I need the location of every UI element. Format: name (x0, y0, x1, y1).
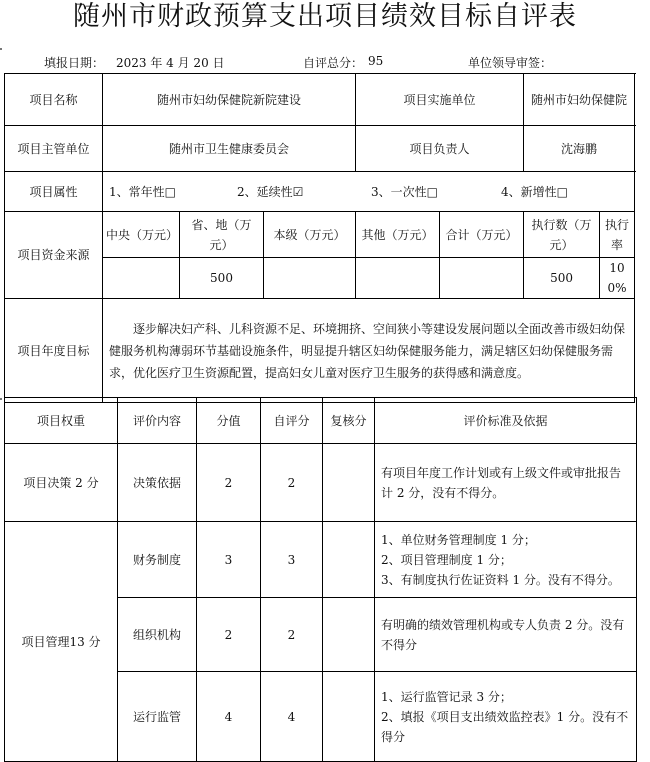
report-info-bar (0, 54, 650, 72)
funds-value-executed: 500 (524, 258, 600, 299)
content-cell: 决策依据 (118, 444, 197, 522)
score-cell: 4 (197, 672, 261, 762)
annual-goal-row (5, 299, 635, 403)
score-cell: 3 (197, 522, 261, 598)
implementing-unit-value: 随州市妇幼保健院 (524, 74, 635, 126)
project-info-table (4, 73, 635, 403)
attribute-option-continuing: 2、延续性☑ (237, 184, 304, 199)
self-score-cell: 3 (261, 522, 323, 598)
annual-goal-label: 项目年度目标 (5, 299, 103, 403)
table-row (5, 522, 637, 598)
leader-signoff-label: 单位领导审签： (468, 56, 553, 70)
project-name-label: 项目名称 (5, 74, 103, 126)
project-dept-row (5, 126, 635, 172)
standard-line: 2、项目管理制度 1 分； (381, 552, 512, 567)
funds-header-central: 中央（万元） (103, 212, 180, 258)
page-title: 随州市财政预算支出项目绩效目标自评表 (73, 1, 577, 32)
review-score-cell (323, 672, 375, 762)
content-cell: 运行监管 (118, 672, 197, 762)
standard-cell (375, 598, 637, 672)
funds-header-local: 本级（万元） (264, 212, 356, 258)
project-owner-label: 项目负责人 (356, 126, 524, 172)
project-attribute-label: 项目属性 (5, 172, 103, 212)
project-attribute-options (103, 172, 635, 212)
header-standard: 评价标准及依据 (375, 398, 637, 444)
attribute-option-new: 4、新增性□ (501, 184, 568, 199)
header-weight: 项目权重 (5, 398, 118, 444)
self-score-cell: 4 (261, 672, 323, 762)
attribute-option-one-time: 3、一次性□ (371, 184, 438, 199)
funds-header-other: 其他（万元） (356, 212, 440, 258)
funds-value-province: 500 (180, 258, 264, 299)
content-cell: 组织机构 (118, 598, 197, 672)
funds-source-label: 项目资金来源 (5, 212, 103, 299)
standard-line: 1、单位财务管理制度 1 分； (381, 532, 536, 547)
fill-date-label: 填报日期： (44, 56, 105, 70)
standard-line: 2、填报《项目支出绩效监控表》1 分。没有不得分 (381, 709, 629, 744)
header-self-score: 自评分 (261, 398, 323, 444)
standard-cell (375, 444, 637, 522)
margin-mark (0, 398, 2, 400)
funds-header-province: 省、地（万元） (180, 212, 264, 258)
funds-header-row (5, 212, 635, 258)
review-score-cell (323, 444, 375, 522)
weight-decision: 项目决策 2 分 (5, 444, 118, 522)
margin-mark (0, 48, 2, 50)
standard-cell (375, 672, 637, 762)
standard-line: 3、有制度执行佐证资料 1 分。没有不得分。 (381, 572, 620, 587)
funds-value-local (264, 258, 356, 299)
total-score-value: 95 (368, 54, 384, 68)
content-cell: 财务制度 (118, 522, 197, 598)
funds-value-rate: 100% (600, 258, 635, 299)
funds-header-executed: 执行数（万元） (524, 212, 600, 258)
annual-goal-text: 逐步解决妇产科、儿科资源不足、环境拥挤、空间狭小等建设发展问题以全面改善市级妇幼保健服务机构薄弱环节基础设施条件，明显提升辖区妇幼保健服务能力，满足辖区妇幼保健服务需求，优化医疗卫生资源配置，提高妇女儿童对医疗卫生服务的获得感和满意度。 (103, 299, 635, 403)
funds-value-total (440, 258, 524, 299)
weight-management: 项目管理13 分 (5, 522, 118, 762)
project-attribute-row (5, 172, 635, 212)
total-score-label: 自评总分： (303, 56, 364, 70)
standard-line: 有明确的绩效管理机构或专人负责 2 分。没有不得分 (381, 617, 625, 652)
score-cell: 2 (197, 598, 261, 672)
implementing-unit-label: 项目实施单位 (356, 74, 524, 126)
self-score-cell: 2 (261, 598, 323, 672)
funds-header-total: 合计（万元） (440, 212, 524, 258)
table-row (5, 444, 637, 522)
evaluation-table (4, 397, 637, 762)
header-review-score: 复核分 (323, 398, 375, 444)
evaluation-header-row (5, 398, 637, 444)
header-score: 分值 (197, 398, 261, 444)
standard-line: 1、运行监管记录 3 分； (381, 689, 512, 704)
attribute-option-regular: 1、常年性□ (109, 184, 176, 199)
review-score-cell (323, 522, 375, 598)
fill-date-value: 2023 年 4 月 20 日 (116, 56, 225, 70)
funds-value-other (356, 258, 440, 299)
supervising-unit-value: 随州市卫生健康委员会 (103, 126, 356, 172)
self-score-cell: 2 (261, 444, 323, 522)
project-name-value: 随州市妇幼保健院新院建设 (103, 74, 356, 126)
funds-value-central (103, 258, 180, 299)
funds-header-rate: 执行率 (600, 212, 635, 258)
header-content: 评价内容 (118, 398, 197, 444)
standard-cell (375, 522, 637, 598)
standard-line: 有项目年度工作计划或有上级文件或审批报告计 2 分，没有不得分。 (381, 465, 622, 500)
project-name-row (5, 74, 635, 126)
score-cell: 2 (197, 444, 261, 522)
supervising-unit-label: 项目主管单位 (5, 126, 103, 172)
review-score-cell (323, 598, 375, 672)
project-owner-value: 沈海鹏 (524, 126, 635, 172)
